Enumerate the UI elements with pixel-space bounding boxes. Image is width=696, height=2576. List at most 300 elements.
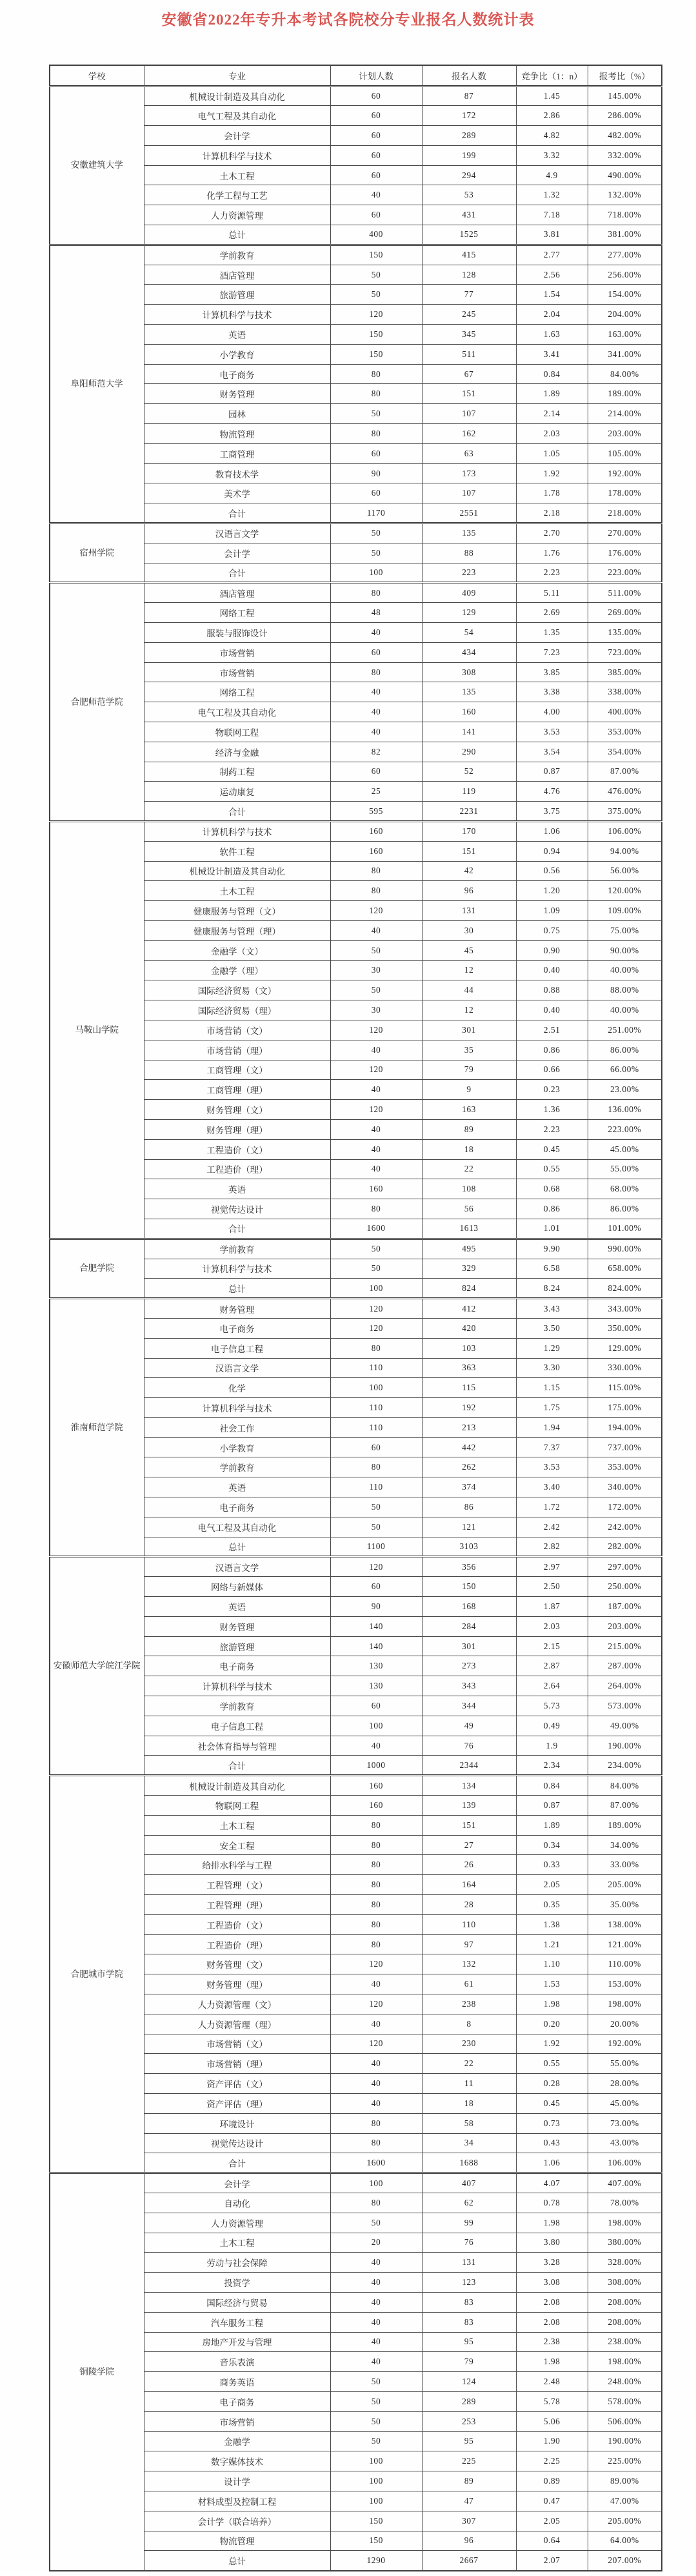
planned-cell: 40 bbox=[330, 185, 422, 205]
planned-cell: 100 bbox=[330, 2173, 422, 2193]
percent-cell: 192.00% bbox=[588, 463, 662, 483]
table-row bbox=[50, 1776, 662, 1796]
major-cell: 金融学（理） bbox=[144, 960, 330, 980]
percent-cell: 718.00% bbox=[588, 205, 662, 225]
ratio-cell: 1.35 bbox=[516, 623, 588, 643]
applicants-cell: 824 bbox=[422, 1279, 516, 1299]
applicants-cell: 238 bbox=[422, 1994, 516, 2014]
ratio-cell: 1.29 bbox=[516, 1338, 588, 1358]
major-cell: 物流管理 bbox=[144, 424, 330, 444]
ratio-cell: 2.97 bbox=[516, 1557, 588, 1577]
percent-cell: 35.00% bbox=[588, 1895, 662, 1915]
major-cell: 人力资源管理（文） bbox=[144, 1994, 330, 2014]
applicants-cell: 89 bbox=[422, 1119, 516, 1139]
ratio-cell: 2.34 bbox=[516, 1756, 588, 1776]
school-cell: 合肥学院 bbox=[50, 1239, 144, 1298]
percent-cell: 380.00% bbox=[588, 2233, 662, 2253]
school-cell: 安徽建筑大学 bbox=[50, 86, 144, 245]
percent-cell: 490.00% bbox=[588, 165, 662, 185]
planned-cell: 40 bbox=[330, 623, 422, 643]
applicants-cell: 1613 bbox=[422, 1219, 516, 1239]
applicants-cell: 115 bbox=[422, 1378, 516, 1398]
planned-cell: 80 bbox=[330, 1875, 422, 1895]
ratio-cell: 0.88 bbox=[516, 980, 588, 1000]
planned-cell: 80 bbox=[330, 861, 422, 881]
major-cell: 商务英语 bbox=[144, 2372, 330, 2392]
ratio-cell: 2.08 bbox=[516, 2292, 588, 2312]
applicants-cell: 28 bbox=[422, 1895, 516, 1915]
percent-cell: 135.00% bbox=[588, 623, 662, 643]
major-cell: 英语 bbox=[144, 1179, 330, 1199]
planned-cell: 160 bbox=[330, 1179, 422, 1199]
percent-cell: 400.00% bbox=[588, 702, 662, 722]
planned-cell: 160 bbox=[330, 821, 422, 841]
major-cell: 市场营销（文） bbox=[144, 1020, 330, 1040]
applicants-cell: 1688 bbox=[422, 2153, 516, 2173]
applicants-cell: 67 bbox=[422, 364, 516, 384]
applicants-cell: 96 bbox=[422, 881, 516, 901]
planned-cell: 40 bbox=[330, 2352, 422, 2372]
major-cell: 工程管理（理） bbox=[144, 1895, 330, 1915]
percent-cell: 251.00% bbox=[588, 1020, 662, 1040]
planned-cell: 120 bbox=[330, 1994, 422, 2014]
ratio-cell: 0.56 bbox=[516, 861, 588, 881]
percent-cell: 208.00% bbox=[588, 2292, 662, 2312]
ratio-cell: 1.98 bbox=[516, 2213, 588, 2233]
major-cell: 工商管理 bbox=[144, 443, 330, 463]
applicants-cell: 52 bbox=[422, 762, 516, 782]
percent-cell: 132.00% bbox=[588, 185, 662, 205]
percent-cell: 223.00% bbox=[588, 1119, 662, 1139]
planned-cell: 150 bbox=[330, 325, 422, 345]
percent-cell: 78.00% bbox=[588, 2193, 662, 2213]
applicants-cell: 511 bbox=[422, 344, 516, 364]
applicants-cell: 431 bbox=[422, 205, 516, 225]
percent-cell: 20.00% bbox=[588, 2014, 662, 2034]
applicants-cell: 88 bbox=[422, 543, 516, 563]
ratio-cell: 1.63 bbox=[516, 325, 588, 345]
planned-cell: 60 bbox=[330, 642, 422, 662]
percent-cell: 190.00% bbox=[588, 1736, 662, 1756]
major-cell: 音乐表演 bbox=[144, 2352, 330, 2372]
ratio-cell: 2.15 bbox=[516, 1636, 588, 1656]
major-cell: 市场营销（理） bbox=[144, 2054, 330, 2074]
percent-cell: 214.00% bbox=[588, 404, 662, 424]
major-cell: 财务管理 bbox=[144, 1616, 330, 1636]
percent-cell: 338.00% bbox=[588, 682, 662, 702]
percent-cell: 198.00% bbox=[588, 2352, 662, 2372]
applicants-cell: 172 bbox=[422, 106, 516, 126]
ratio-cell: 3.32 bbox=[516, 145, 588, 165]
major-cell: 人力资源管理（理） bbox=[144, 2014, 330, 2034]
applicants-cell: 329 bbox=[422, 1259, 516, 1279]
major-cell: 会计学 bbox=[144, 2173, 330, 2193]
percent-cell: 163.00% bbox=[588, 325, 662, 345]
planned-cell: 80 bbox=[330, 364, 422, 384]
applicants-cell: 121 bbox=[422, 1517, 516, 1537]
percent-cell: 43.00% bbox=[588, 2133, 662, 2153]
applicants-cell: 123 bbox=[422, 2273, 516, 2293]
ratio-cell: 1.06 bbox=[516, 2153, 588, 2173]
column-header-planned: 计划人数 bbox=[330, 65, 422, 86]
percent-cell: 105.00% bbox=[588, 443, 662, 463]
major-cell: 国际经济与贸易 bbox=[144, 2292, 330, 2312]
planned-cell: 100 bbox=[330, 2471, 422, 2491]
major-cell: 电气工程及其自动化 bbox=[144, 1517, 330, 1537]
ratio-cell: 2.86 bbox=[516, 106, 588, 126]
applicants-cell: 86 bbox=[422, 1497, 516, 1517]
major-cell: 劳动与社会保障 bbox=[144, 2253, 330, 2273]
planned-cell: 50 bbox=[330, 940, 422, 960]
applicants-cell: 151 bbox=[422, 1815, 516, 1835]
applicants-cell: 151 bbox=[422, 384, 516, 404]
planned-cell: 80 bbox=[330, 2193, 422, 2213]
major-cell: 英语 bbox=[144, 1477, 330, 1497]
percent-cell: 234.00% bbox=[588, 1756, 662, 1776]
percent-cell: 269.00% bbox=[588, 603, 662, 623]
major-cell: 总计 bbox=[144, 2551, 330, 2571]
major-cell: 投资学 bbox=[144, 2273, 330, 2293]
planned-cell: 100 bbox=[330, 1279, 422, 1299]
ratio-cell: 2.82 bbox=[516, 1537, 588, 1557]
applicants-cell: 2551 bbox=[422, 503, 516, 523]
ratio-cell: 2.87 bbox=[516, 1656, 588, 1676]
planned-cell: 50 bbox=[330, 285, 422, 305]
ratio-cell: 0.55 bbox=[516, 1159, 588, 1179]
major-cell: 计算机科学与技术 bbox=[144, 145, 330, 165]
percent-cell: 86.00% bbox=[588, 1199, 662, 1219]
major-cell: 视觉传达设计 bbox=[144, 2133, 330, 2153]
applicants-cell: 44 bbox=[422, 980, 516, 1000]
applicants-cell: 301 bbox=[422, 1636, 516, 1656]
planned-cell: 40 bbox=[330, 920, 422, 940]
ratio-cell: 2.23 bbox=[516, 563, 588, 583]
applicants-cell: 345 bbox=[422, 325, 516, 345]
percent-cell: 218.00% bbox=[588, 503, 662, 523]
applicants-cell: 18 bbox=[422, 1139, 516, 1159]
major-cell: 视觉传达设计 bbox=[144, 1199, 330, 1219]
applicants-cell: 301 bbox=[422, 1020, 516, 1040]
applicants-cell: 168 bbox=[422, 1597, 516, 1617]
table-row bbox=[50, 523, 662, 543]
applicants-cell: 124 bbox=[422, 2372, 516, 2392]
applicants-cell: 22 bbox=[422, 1159, 516, 1179]
percent-cell: 350.00% bbox=[588, 1318, 662, 1338]
planned-cell: 50 bbox=[330, 2213, 422, 2233]
applicants-cell: 134 bbox=[422, 1776, 516, 1796]
major-cell: 汽车服务工程 bbox=[144, 2312, 330, 2332]
planned-cell: 60 bbox=[330, 126, 422, 146]
ratio-cell: 1.87 bbox=[516, 1597, 588, 1617]
planned-cell: 40 bbox=[330, 1159, 422, 1179]
major-cell: 市场营销（理） bbox=[144, 1040, 330, 1060]
major-cell: 合计 bbox=[144, 1756, 330, 1776]
planned-cell: 150 bbox=[330, 2531, 422, 2551]
percent-cell: 101.00% bbox=[588, 1219, 662, 1239]
applicants-cell: 173 bbox=[422, 463, 516, 483]
planned-cell: 120 bbox=[330, 1557, 422, 1577]
major-cell: 市场营销（文） bbox=[144, 2034, 330, 2054]
ratio-cell: 1.20 bbox=[516, 881, 588, 901]
percent-cell: 176.00% bbox=[588, 543, 662, 563]
percent-cell: 189.00% bbox=[588, 384, 662, 404]
major-cell: 物流管理 bbox=[144, 2531, 330, 2551]
major-cell: 教育技术学 bbox=[144, 463, 330, 483]
percent-cell: 40.00% bbox=[588, 1000, 662, 1020]
ratio-cell: 5.11 bbox=[516, 583, 588, 603]
planned-cell: 1100 bbox=[330, 1537, 422, 1557]
major-cell: 软件工程 bbox=[144, 841, 330, 861]
ratio-cell: 1.92 bbox=[516, 2034, 588, 2054]
major-cell: 酒店管理 bbox=[144, 583, 330, 603]
percent-cell: 203.00% bbox=[588, 1616, 662, 1636]
planned-cell: 50 bbox=[330, 265, 422, 285]
percent-cell: 506.00% bbox=[588, 2411, 662, 2431]
applicants-cell: 164 bbox=[422, 1875, 516, 1895]
column-header-school: 学校 bbox=[50, 65, 144, 86]
percent-cell: 238.00% bbox=[588, 2332, 662, 2352]
percent-cell: 66.00% bbox=[588, 1060, 662, 1080]
ratio-cell: 7.37 bbox=[516, 1437, 588, 1457]
ratio-cell: 1.92 bbox=[516, 463, 588, 483]
percent-cell: 187.00% bbox=[588, 1597, 662, 1617]
applicants-cell: 412 bbox=[422, 1299, 516, 1319]
applicants-cell: 76 bbox=[422, 1736, 516, 1756]
percent-cell: 45.00% bbox=[588, 2093, 662, 2113]
percent-cell: 354.00% bbox=[588, 742, 662, 762]
ratio-cell: 0.33 bbox=[516, 1855, 588, 1875]
applicants-cell: 63 bbox=[422, 443, 516, 463]
major-cell: 网络工程 bbox=[144, 603, 330, 623]
ratio-cell: 3.41 bbox=[516, 344, 588, 364]
percent-cell: 190.00% bbox=[588, 2431, 662, 2451]
applicants-cell: 89 bbox=[422, 2471, 516, 2491]
applicants-cell: 307 bbox=[422, 2511, 516, 2531]
major-cell: 电气工程及其自动化 bbox=[144, 106, 330, 126]
ratio-cell: 3.53 bbox=[516, 1457, 588, 1477]
planned-cell: 80 bbox=[330, 1199, 422, 1219]
major-cell: 电子商务 bbox=[144, 2391, 330, 2411]
major-cell: 学前教育 bbox=[144, 1696, 330, 1716]
planned-cell: 80 bbox=[330, 662, 422, 682]
planned-cell: 60 bbox=[330, 1577, 422, 1597]
percent-cell: 476.00% bbox=[588, 782, 662, 802]
header-row bbox=[50, 65, 662, 86]
applicants-cell: 409 bbox=[422, 583, 516, 603]
planned-cell: 50 bbox=[330, 1517, 422, 1537]
applicants-cell: 108 bbox=[422, 1179, 516, 1199]
applicants-cell: 273 bbox=[422, 1656, 516, 1676]
applicants-cell: 77 bbox=[422, 285, 516, 305]
percent-cell: 84.00% bbox=[588, 364, 662, 384]
percent-cell: 88.00% bbox=[588, 980, 662, 1000]
table-row bbox=[50, 86, 662, 106]
percent-cell: 87.00% bbox=[588, 762, 662, 782]
major-cell: 资产评估（理） bbox=[144, 2093, 330, 2113]
percent-cell: 172.00% bbox=[588, 1497, 662, 1517]
percent-cell: 277.00% bbox=[588, 245, 662, 265]
ratio-cell: 3.80 bbox=[516, 2233, 588, 2253]
percent-cell: 203.00% bbox=[588, 424, 662, 444]
applicants-cell: 442 bbox=[422, 1437, 516, 1457]
planned-cell: 1290 bbox=[330, 2551, 422, 2571]
applicants-cell: 119 bbox=[422, 782, 516, 802]
applicants-cell: 151 bbox=[422, 841, 516, 861]
planned-cell: 20 bbox=[330, 2233, 422, 2253]
percent-cell: 353.00% bbox=[588, 1457, 662, 1477]
ratio-cell: 9.90 bbox=[516, 1239, 588, 1259]
applicants-cell: 294 bbox=[422, 165, 516, 185]
planned-cell: 40 bbox=[330, 1139, 422, 1159]
ratio-cell: 0.43 bbox=[516, 2133, 588, 2153]
applicants-cell: 83 bbox=[422, 2312, 516, 2332]
ratio-cell: 2.48 bbox=[516, 2372, 588, 2392]
ratio-cell: 0.87 bbox=[516, 762, 588, 782]
percent-cell: 136.00% bbox=[588, 1100, 662, 1120]
major-cell: 化学 bbox=[144, 1378, 330, 1398]
planned-cell: 150 bbox=[330, 2511, 422, 2531]
percent-cell: 109.00% bbox=[588, 901, 662, 921]
major-cell: 工程造价（理） bbox=[144, 1159, 330, 1179]
table-row bbox=[50, 245, 662, 265]
major-cell: 园林 bbox=[144, 404, 330, 424]
applicants-cell: 87 bbox=[422, 86, 516, 106]
major-cell: 人力资源管理 bbox=[144, 2213, 330, 2233]
planned-cell: 50 bbox=[330, 2372, 422, 2392]
percent-cell: 198.00% bbox=[588, 2213, 662, 2233]
ratio-cell: 2.51 bbox=[516, 1020, 588, 1040]
major-cell: 房地产开发与管理 bbox=[144, 2332, 330, 2352]
ratio-cell: 1.9 bbox=[516, 1736, 588, 1756]
applicants-cell: 135 bbox=[422, 682, 516, 702]
planned-cell: 40 bbox=[330, 1119, 422, 1139]
column-header-applicants: 报名人数 bbox=[422, 65, 516, 86]
table-row bbox=[50, 2173, 662, 2193]
ratio-cell: 2.04 bbox=[516, 305, 588, 325]
applicants-cell: 253 bbox=[422, 2411, 516, 2431]
percent-cell: 94.00% bbox=[588, 841, 662, 861]
percent-cell: 824.00% bbox=[588, 1279, 662, 1299]
planned-cell: 1600 bbox=[330, 2153, 422, 2173]
planned-cell: 50 bbox=[330, 543, 422, 563]
planned-cell: 110 bbox=[330, 1477, 422, 1497]
planned-cell: 40 bbox=[330, 1736, 422, 1756]
planned-cell: 1600 bbox=[330, 1219, 422, 1239]
planned-cell: 80 bbox=[330, 2113, 422, 2133]
applicants-cell: 132 bbox=[422, 1954, 516, 1974]
major-cell: 会计学（联合培养） bbox=[144, 2511, 330, 2531]
applicants-cell: 12 bbox=[422, 960, 516, 980]
percent-cell: 45.00% bbox=[588, 1139, 662, 1159]
ratio-cell: 1.90 bbox=[516, 2431, 588, 2451]
major-cell: 物联网工程 bbox=[144, 722, 330, 742]
major-cell: 制药工程 bbox=[144, 762, 330, 782]
table-body bbox=[50, 86, 662, 2571]
percent-cell: 353.00% bbox=[588, 722, 662, 742]
planned-cell: 1000 bbox=[330, 1756, 422, 1776]
ratio-cell: 0.94 bbox=[516, 841, 588, 861]
percent-cell: 178.00% bbox=[588, 483, 662, 503]
percent-cell: 215.00% bbox=[588, 1636, 662, 1656]
planned-cell: 40 bbox=[330, 1080, 422, 1100]
planned-cell: 100 bbox=[330, 2451, 422, 2471]
planned-cell: 120 bbox=[330, 2034, 422, 2054]
major-cell: 计算机科学与技术 bbox=[144, 1398, 330, 1418]
planned-cell: 60 bbox=[330, 165, 422, 185]
percent-cell: 256.00% bbox=[588, 265, 662, 285]
ratio-cell: 1.89 bbox=[516, 384, 588, 404]
ratio-cell: 5.06 bbox=[516, 2411, 588, 2431]
applicants-cell: 135 bbox=[422, 523, 516, 543]
ratio-cell: 3.75 bbox=[516, 802, 588, 822]
percent-cell: 248.00% bbox=[588, 2372, 662, 2392]
percent-cell: 482.00% bbox=[588, 126, 662, 146]
ratio-cell: 0.55 bbox=[516, 2054, 588, 2074]
major-cell: 总计 bbox=[144, 225, 330, 245]
planned-cell: 140 bbox=[330, 1616, 422, 1636]
applicants-cell: 107 bbox=[422, 483, 516, 503]
planned-cell: 150 bbox=[330, 245, 422, 265]
percent-cell: 34.00% bbox=[588, 1835, 662, 1855]
percent-cell: 308.00% bbox=[588, 2273, 662, 2293]
applicants-cell: 30 bbox=[422, 920, 516, 940]
major-cell: 国际经济贸易（理） bbox=[144, 1000, 330, 1020]
ratio-cell: 0.40 bbox=[516, 1000, 588, 1020]
ratio-cell: 4.82 bbox=[516, 126, 588, 146]
planned-cell: 40 bbox=[330, 2312, 422, 2332]
major-cell: 市场营销 bbox=[144, 642, 330, 662]
ratio-cell: 3.30 bbox=[516, 1358, 588, 1378]
percent-cell: 175.00% bbox=[588, 1398, 662, 1418]
ratio-cell: 2.50 bbox=[516, 1577, 588, 1597]
ratio-cell: 2.23 bbox=[516, 1119, 588, 1139]
ratio-cell: 0.90 bbox=[516, 940, 588, 960]
percent-cell: 129.00% bbox=[588, 1338, 662, 1358]
applicants-cell: 162 bbox=[422, 424, 516, 444]
applicants-cell: 35 bbox=[422, 1040, 516, 1060]
applicants-cell: 56 bbox=[422, 1199, 516, 1219]
percent-cell: 282.00% bbox=[588, 1537, 662, 1557]
major-cell: 合计 bbox=[144, 802, 330, 822]
applicants-cell: 344 bbox=[422, 1696, 516, 1716]
percent-cell: 73.00% bbox=[588, 2113, 662, 2133]
major-cell: 计算机科学与技术 bbox=[144, 1259, 330, 1279]
column-header-ratio: 竞争比（1：n） bbox=[516, 65, 588, 86]
major-cell: 机械设计制造及其自动化 bbox=[144, 86, 330, 106]
applicants-cell: 363 bbox=[422, 1358, 516, 1378]
planned-cell: 595 bbox=[330, 802, 422, 822]
major-cell: 社会体育指导与管理 bbox=[144, 1736, 330, 1756]
percent-cell: 138.00% bbox=[588, 1914, 662, 1934]
ratio-cell: 2.77 bbox=[516, 245, 588, 265]
ratio-cell: 4.9 bbox=[516, 165, 588, 185]
major-cell: 总计 bbox=[144, 1537, 330, 1557]
planned-cell: 40 bbox=[330, 702, 422, 722]
major-cell: 电子商务 bbox=[144, 1497, 330, 1517]
ratio-cell: 4.76 bbox=[516, 782, 588, 802]
ratio-cell: 3.81 bbox=[516, 225, 588, 245]
percent-cell: 90.00% bbox=[588, 940, 662, 960]
major-cell: 计算机科学与技术 bbox=[144, 821, 330, 841]
title-bar bbox=[0, 0, 696, 65]
planned-cell: 100 bbox=[330, 1716, 422, 1736]
applicants-cell: 26 bbox=[422, 1855, 516, 1875]
percent-cell: 49.00% bbox=[588, 1716, 662, 1736]
applicants-cell: 356 bbox=[422, 1557, 516, 1577]
percent-cell: 286.00% bbox=[588, 106, 662, 126]
planned-cell: 60 bbox=[330, 1437, 422, 1457]
percent-cell: 145.00% bbox=[588, 86, 662, 106]
